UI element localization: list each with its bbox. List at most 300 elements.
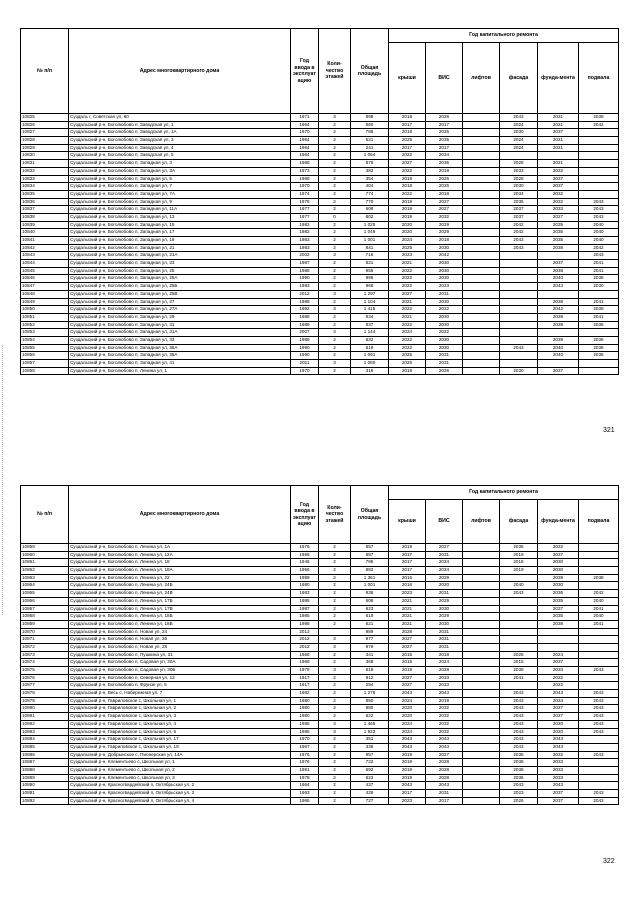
cell-year: 1964 [291,121,319,129]
cell-basement [579,567,619,575]
cell-roof: 2020 [389,229,426,237]
cell-area: 429 [351,790,389,798]
cell-lift [463,167,500,175]
cell-vis: 2018 [426,651,463,659]
cell-year: 1917 [291,682,319,690]
cell-num: 10883 [21,728,69,736]
header-area: Общая площадь [351,486,389,544]
cell-facade [500,336,538,344]
cell-num: 10879 [21,697,69,705]
table-row [21,360,619,368]
cell-area: 1 415 [351,306,389,314]
cell-lift [463,137,500,145]
cell-roof: 2016 [389,574,426,582]
cell-lift [463,144,500,152]
cell-lift [463,613,500,621]
cell-address: Суздальский р-н, Боголюбово п, Новая ул, 26 [69,636,291,644]
cell-foundation [538,329,579,337]
cell-area: 623 [351,605,389,613]
cell-basement: 2036 [579,321,619,329]
header-facade: фасада [500,43,538,114]
cell-floors: 2 [319,198,351,206]
cell-area: 521 [351,137,389,145]
cell-num: 10881 [21,713,69,721]
cell-floors: 2 [319,567,351,575]
table-row [21,221,619,229]
cell-roof: 2021 [389,613,426,621]
cell-lift [463,260,500,268]
table-row [21,667,619,675]
cell-lift [463,667,500,675]
cell-floors: 2 [319,352,351,360]
cell-vis: 2031 [426,551,463,559]
cell-num: 10830 [21,152,69,160]
cell-roof: 2022 [389,321,426,329]
cell-address: Суздальский р-н, Боголюбово п, Ленина ул, 24В [69,590,291,598]
cell-year: 1990 [291,352,319,360]
cell-facade: 2028 [500,175,538,183]
cell-floors: 3 [319,728,351,736]
cell-vis: 2019 [426,697,463,705]
cell-facade: 2018 [500,559,538,567]
cell-lift [463,344,500,352]
cell-num: 10877 [21,682,69,690]
cell-foundation: 2040 [538,344,579,352]
cell-address: Суздальский р-н, Боголюбово п, Ленина ул, 1 [69,367,291,375]
cell-area: 1 144 [351,329,389,337]
cell-year: 1985 [291,728,319,736]
cell-year: 1968 [291,175,319,183]
cell-vis: 2022 [426,306,463,314]
cell-area: 437 [351,782,389,790]
cell-num: 10886 [21,751,69,759]
cell-year: 1993 [291,283,319,291]
cell-year: 1987 [291,605,319,613]
cell-facade: 2037 [500,213,538,221]
table-row [21,697,619,705]
table-row [21,313,619,321]
cell-basement: 2043 [579,751,619,759]
cell-basement: 2040 [579,237,619,245]
cell-address: Суздальский р-н, Красногвардейский п, Октябрьская ул, 2 [69,782,291,790]
cell-foundation: 2024 [538,651,579,659]
cell-basement: 2043 [579,697,619,705]
cell-area: 1 001 [351,582,389,590]
cell-vis: 2022 [426,329,463,337]
cell-num: 10860 [21,551,69,559]
cell-address: Суздальский р-н, Боголюбово п, Заводская ул, 1 [69,121,291,129]
cell-basement: 2043 [579,206,619,214]
cell-area: 382 [351,167,389,175]
cell-address: Суздальский р-н, Боголюбово п, Ленина ул, 24Б [69,582,291,590]
table-row [21,620,619,628]
cell-area: 850 [351,697,389,705]
cell-basement: 2042 [579,121,619,129]
cell-lift [463,306,500,314]
cell-foundation: 2043 [538,736,579,744]
cell-basement: 2041 [579,267,619,275]
cell-floors: 2 [319,736,351,744]
cell-facade: 2043 [500,244,538,252]
cell-area: 623 [351,774,389,782]
cell-vis: 2043 [426,782,463,790]
cell-roof: 2020 [389,713,426,721]
cell-lift [463,713,500,721]
cell-lift [463,582,500,590]
cell-vis: 2030 [426,260,463,268]
cell-vis: 2020 [426,582,463,590]
cell-vis: 2030 [426,336,463,344]
cell-lift [463,751,500,759]
cell-roof: 2017 [389,551,426,559]
cell-address: Суздальский р-н, Боголюбово п, Ленина ул, 22 [69,574,291,582]
header-address: Адрес многоквартирного дома [69,29,291,114]
cell-roof: 2025 [389,244,426,252]
table-row [21,774,619,782]
cell-address: Суздальский р-н, Боголюбово п, Садовая ул, 30А [69,659,291,667]
cell-year: 1976 [291,751,319,759]
cell-roof: 2026 [389,360,426,368]
cell-address: Суздальский р-н, Боголюбово п, Садовая ул, 30Б [69,667,291,675]
cell-foundation: 2038 [538,620,579,628]
cell-address: Суздальский р-н, Боголюбово п, Западная ул, 25Б [69,283,291,291]
cell-area: 404 [351,183,389,191]
cell-year: 2012 [291,636,319,644]
cell-lift [463,590,500,598]
cell-year: 1970 [291,129,319,137]
cell-address: Суздальский р-н, Боголюбово п, Фрунзе ул, 5 [69,682,291,690]
cell-foundation: 2039 [538,321,579,329]
cell-facade [500,275,538,283]
cell-foundation: 2038 [538,298,579,306]
cell-num: 10873 [21,651,69,659]
cell-floors: 2 [319,590,351,598]
header-lift: лифтов [463,500,500,544]
cell-lift [463,275,500,283]
cell-facade [500,298,538,306]
cell-foundation: 2038 [538,313,579,321]
cell-area: 1 104 [351,298,389,306]
cell-area: 912 [351,674,389,682]
cell-foundation: 2032 [538,190,579,198]
cell-num: 10854 [21,336,69,344]
cell-foundation: 2037 [538,183,579,191]
cell-facade: 2030 [500,183,538,191]
header-foundation: фунда-мента [538,500,579,544]
cell-lift [463,643,500,651]
table-row [21,367,619,375]
cell-address: Суздальский р-н, Гавриловское с, Школьная ул, 17 [69,736,291,744]
cell-vis: 2025 [426,129,463,137]
cell-roof: 2027 [389,643,426,651]
cell-num: 10853 [21,329,69,337]
cell-vis: 2030 [426,298,463,306]
cell-address: Суздальский р-н, Боголюбово п, Западная ул, 15 [69,221,291,229]
cell-foundation: 2027 [538,713,579,721]
cell-vis: 2025 [426,175,463,183]
cell-lift [463,690,500,698]
cell-address: Суздальский р-н, Боголюбово п, Западная ул, 31 [69,321,291,329]
cell-foundation: 2030 [538,582,579,590]
cell-roof: 2023 [389,252,426,260]
table-row [21,567,619,575]
cell-address: Суздальский р-н, Боголюбово п, Западная ул, 33 [69,336,291,344]
cell-area: 608 [351,597,389,605]
cell-address: Суздальский р-н, Боголюбово п, Западная ул, 17 [69,229,291,237]
cell-lift [463,190,500,198]
cell-floors: 2 [319,613,351,621]
cell-address: Суздальский р-н, Боголюбово п, Заводская ул, 5 [69,152,291,160]
cell-vis: 2027 [426,206,463,214]
header-address: Адрес многоквартирного дома [69,486,291,544]
cell-floors: 2 [319,137,351,145]
cell-basement [579,582,619,590]
cell-roof: 2023 [389,797,426,805]
table-row [21,175,619,183]
scan-edge-mark [2,345,3,615]
cell-foundation: 2035 [538,237,579,245]
cell-num: 10833 [21,175,69,183]
cell-foundation: 2032 [538,751,579,759]
cell-address: Суздальский р-н, Гавриловское с, Школьная ул, 3 [69,713,291,721]
cell-lift [463,766,500,774]
cell-basement: 2043 [579,690,619,698]
cell-basement [579,175,619,183]
cell-num: 10862 [21,567,69,575]
cell-roof: 2024 [389,697,426,705]
table-row [21,129,619,137]
cell-roof: 2017 [389,559,426,567]
cell-basement: 2042 [579,590,619,598]
cell-address: Суздальский р-н, Боголюбово п, Западная ул, 3 [69,160,291,168]
cell-area: 368 [351,659,389,667]
cell-floors: 2 [319,129,351,137]
cell-year: 1988 [291,267,319,275]
cell-address: Суздальский р-н, Гавриловское с, Школьная ул, 4 [69,720,291,728]
cell-foundation: 2032 [538,544,579,552]
table-row [21,720,619,728]
cell-basement: 2042 [579,244,619,252]
cell-year: 1946 [291,559,319,567]
cell-foundation: 2037 [538,797,579,805]
cell-floors: 2 [319,144,351,152]
cell-foundation: 2027 [538,213,579,221]
cell-area: 857 [351,544,389,552]
cell-facade: 2041 [500,674,538,682]
cell-area: 716 [351,252,389,260]
table-row [21,743,619,751]
cell-foundation: 2037 [538,659,579,667]
cell-facade: 2040 [500,582,538,590]
cell-floors: 2 [319,367,351,375]
table-row [21,705,619,713]
cell-roof: 2015 [389,651,426,659]
cell-facade: 2037 [500,206,538,214]
cell-foundation [538,636,579,644]
cell-area: 898 [351,114,389,122]
cell-foundation: 2043 [538,743,579,751]
cell-lift [463,360,500,368]
cell-area: 802 [351,213,389,221]
cell-roof: 2027 [389,636,426,644]
cell-address: Суздальский р-н, Добрынское с, Пионерская ул, 14А [69,751,291,759]
cell-num: 10829 [21,144,69,152]
cell-year: 1971 [291,114,319,122]
cell-roof: 2016 [389,582,426,590]
cell-foundation [538,252,579,260]
cell-area: 1 025 [351,221,389,229]
cell-num: 10849 [21,298,69,306]
cell-basement [579,137,619,145]
cell-facade: 2043 [500,114,538,122]
cell-roof: 2043 [389,782,426,790]
table-row [21,797,619,805]
cell-num: 10852 [21,321,69,329]
cell-foundation: 2031 [538,114,579,122]
cell-lift [463,329,500,337]
cell-foundation: 2037 [538,790,579,798]
table-row [21,643,619,651]
cell-year: 1980 [291,713,319,721]
cell-roof: 2025 [389,352,426,360]
cell-facade [500,682,538,690]
table-row [21,121,619,129]
cell-foundation: 2030 [538,559,579,567]
cell-foundation: 2035 [538,221,579,229]
cell-basement [579,367,619,375]
cell-area: 660 [351,121,389,129]
cell-floors: 2 [319,237,351,245]
cell-facade: 2036 [500,759,538,767]
cell-year: 1988 [291,620,319,628]
cell-num: 10882 [21,720,69,728]
cell-area: 622 [351,713,389,721]
cell-basement [579,360,619,368]
cell-foundation: 2040 [538,275,579,283]
cell-area: 1 361 [351,574,389,582]
cell-floors: 2 [319,190,351,198]
cell-area: 1 276 [351,690,389,698]
cell-num: 10885 [21,743,69,751]
cell-floors: 2 [319,221,351,229]
cell-address: Суздальский р-н, Боголюбово п, Заводская ул, 1А [69,129,291,137]
table-row [21,267,619,275]
cell-floors: 2 [319,544,351,552]
cell-floors: 2 [319,260,351,268]
cell-year: 1988 [291,298,319,306]
cell-foundation: 2030 [538,567,579,575]
table-row [21,790,619,798]
cell-floors: 3 [319,290,351,298]
cell-lift [463,720,500,728]
cell-basement [579,766,619,774]
cell-area: 722 [351,759,389,767]
cell-floors: 2 [319,766,351,774]
cell-year: 1975 [291,198,319,206]
cell-basement [579,290,619,298]
cell-roof: 2022 [389,275,426,283]
cell-num: 10884 [21,736,69,744]
cell-address: Суздальский р-н, Гавриловское с, Школьная ул, 1 [69,697,291,705]
table-row [21,229,619,237]
cell-facade [500,620,538,628]
cell-vis: 2033 [426,682,463,690]
cell-lift [463,183,500,191]
cell-facade: 2030 [500,129,538,137]
cell-area: 821 [351,260,389,268]
header-repair-group: Год капитального ремонта [389,486,619,500]
cell-lift [463,597,500,605]
cell-lift [463,121,500,129]
header-roof: крыши [389,500,426,544]
cell-lift [463,705,500,713]
cell-lift [463,129,500,137]
cell-year: 1966 [291,797,319,805]
cell-roof: 2028 [389,628,426,636]
cell-foundation: 2043 [538,690,579,698]
cell-num: 10857 [21,360,69,368]
cell-basement: 2043 [579,705,619,713]
cell-area: 837 [351,321,389,329]
table-row [21,152,619,160]
cell-address: Суздальский р-н, Боголюбово п, Заводская ул, 3 [69,137,291,145]
cell-floors: 2 [319,713,351,721]
cell-lift [463,198,500,206]
cell-address: Суздальский р-н, Боголюбово п, Западная ул, 9 [69,198,291,206]
cell-facade: 2043 [500,705,538,713]
cell-basement [579,544,619,552]
cell-address: Суздальский р-н, Боголюбово п, Западная ул, 11А [69,206,291,214]
table-row [21,605,619,613]
cell-year: 1983 [291,590,319,598]
cell-vis: 2025 [426,183,463,191]
cell-foundation: 2021 [538,121,579,129]
cell-basement [579,743,619,751]
cell-num: 10832 [21,167,69,175]
cell-roof: 2019 [389,206,426,214]
cell-vis: 2017 [426,121,463,129]
cell-facade: 2034 [500,190,538,198]
cell-num: 10856 [21,352,69,360]
cell-num: 10887 [21,759,69,767]
cell-num: 10842 [21,244,69,252]
table-row [21,597,619,605]
cell-facade [500,360,538,368]
cell-vis: 2032 [426,728,463,736]
cell-address: Суздальский р-н, Гавриловское с, Школьная ул, 2 [69,705,291,713]
cell-foundation [538,643,579,651]
cell-floors: 2 [319,782,351,790]
cell-year: 2012 [291,643,319,651]
cell-num: 10859 [21,544,69,552]
table-row [21,167,619,175]
cell-roof: 2021 [389,605,426,613]
cell-year: 1970 [291,367,319,375]
cell-floors: 2 [319,298,351,306]
cell-roof: 2019 [389,759,426,767]
table-row [21,306,619,314]
cell-year: 1980 [291,705,319,713]
cell-basement: 2036 [579,344,619,352]
cell-facade: 2033 [500,167,538,175]
cell-basement: 2043 [579,213,619,221]
cell-year: 1983 [291,244,319,252]
cell-foundation: 2037 [538,367,579,375]
cell-basement: 2041 [579,313,619,321]
cell-basement: 2030 [579,283,619,291]
cell-floors: 2 [319,152,351,160]
cell-num: 10827 [21,129,69,137]
